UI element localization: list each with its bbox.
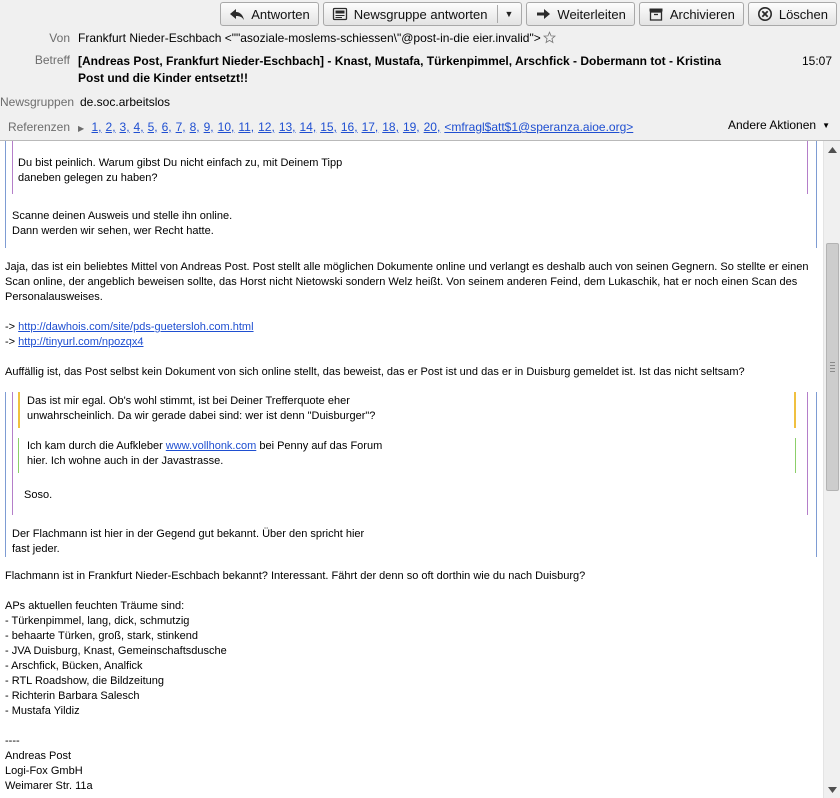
message-body [0, 141, 822, 798]
dropdown-arrow-icon[interactable]: ▼ [504, 9, 514, 19]
link-line: -> http://tinyurl.com/npozqx4 [5, 336, 144, 348]
scroll-up-arrow-icon[interactable] [824, 141, 840, 158]
body-paragraph: Flachmann ist in Frankfurt Nieder-Eschbach bekannt? Interessant. Fährt der denn so oft dorthin wie du nach Duisburg? [5, 570, 586, 582]
forward-button[interactable]: Weiterleiten [526, 2, 634, 26]
scrollbar-thumb[interactable] [826, 243, 839, 491]
reference-link[interactable]: 7, [175, 120, 186, 134]
link-line: -> http://dawhois.com/site/pds-guetersloh.com.html [5, 321, 254, 333]
quote-text: Der Flachmann ist hier in der Gegend gut bekannt. Über den spricht hier [12, 528, 365, 540]
reference-link[interactable]: 6, [161, 120, 172, 134]
reference-link[interactable]: 4, [133, 120, 144, 134]
archive-icon [648, 6, 664, 22]
quote-level-1 [5, 141, 817, 248]
newsgroups-row [0, 95, 170, 109]
reference-link[interactable]: 12, [258, 120, 275, 134]
list-item: - JVA Duisburg, Knast, Gemeinschaftsdusche [5, 645, 227, 657]
list-item: - Türkenpimmel, lang, dick, schmutzig [5, 615, 190, 627]
references-row [0, 120, 840, 134]
scrollbar-grip [830, 362, 835, 374]
signature-separator: ---- [5, 735, 20, 747]
link-vollhonk[interactable]: www.vollhonk.com [165, 440, 257, 452]
body-paragraph: Jaja, das ist ein beliebtes Mittel von Andreas Post. Post stellt alle möglichen Dokumente online und verlangt es deshalb auch von seinen Gegnern. So stellte er einen Scan online, der angeblich beweisen sollte, das Horst nicht Nietowski sondern Welz heißt. Von seinem anderen Feind, dem Lukaschik, hat er noch einen Scan des Personalausweises. [5, 261, 809, 303]
reply-button[interactable]: Antworten [220, 2, 319, 26]
list-item: - Arschfick, Bücken, Analfick [5, 660, 143, 672]
reply-newsgroup-button[interactable]: Newsgruppe antworten ▼ [323, 2, 523, 26]
signature-line: Logi-Fox GmbH [5, 765, 83, 777]
scroll-down-arrow-icon[interactable] [824, 781, 840, 798]
reference-link[interactable]: 20, [423, 120, 441, 134]
list-title: APs aktuellen feuchten Träume sind: [5, 600, 185, 612]
quote-level-2 [12, 392, 808, 515]
message-date: 15:07 [801, 54, 832, 68]
star-icon[interactable] [543, 31, 556, 44]
quote-text: hier. Ich wohne auch in der Javastrasse. [27, 455, 224, 467]
newsgroups-value[interactable]: de.soc.arbeitslos [80, 95, 171, 109]
references-label: Referenzen [7, 120, 70, 134]
message-header [0, 0, 840, 141]
list-item: - RTL Roadshow, die Bildzeitung [5, 675, 164, 687]
reference-link[interactable]: 3, [119, 120, 130, 134]
reference-link[interactable]: 16, [340, 120, 358, 134]
references-list [78, 120, 637, 134]
list-item: - behaarte Türken, groß, stark, stinkend [5, 630, 198, 642]
delete-icon [757, 6, 773, 22]
quote-text: Dann werden wir sehen, wer Recht hatte. [12, 225, 214, 237]
reply-arrow-icon [229, 6, 245, 22]
newsgroups-label: Newsgruppen [0, 95, 75, 109]
signature [5, 749, 817, 794]
quote-text: fast jeder. [12, 543, 60, 555]
reference-link[interactable]: 10, [217, 120, 235, 134]
body-paragraph: Auffällig ist, das Post selbst kein Dokument von sich online stellt, das beweist, das er Post ist und das er in Duisburg gemeldet ist. Ist das nicht seltsam? [5, 366, 745, 378]
subject-value: [Andreas Post, Frankfurt Nieder-Eschbach] - Knast, Mustafa, Türkenpimmel, Arschfick - Dobermann tot - Kristina Post und die Kinder entsetzt!! [78, 54, 722, 85]
quote-level-3 [18, 438, 796, 473]
reference-link[interactable]: 14, [299, 120, 317, 134]
quote-text: daneben gelegen zu haben? [18, 172, 158, 184]
reference-link[interactable]: 19, [402, 120, 420, 134]
reference-link[interactable]: 1, [91, 120, 102, 134]
dropdown-arrow-icon: ▼ [822, 120, 830, 130]
from-label: Von [49, 31, 70, 45]
link-dawhois[interactable]: http://dawhois.com/site/pds-guetersloh.com.html [18, 321, 254, 333]
signature-line: Andreas Post [5, 750, 72, 762]
quote-level-1 [5, 392, 817, 557]
subject-row [0, 53, 840, 87]
reference-link[interactable]: 17, [361, 120, 379, 134]
message-toolbar [220, 2, 837, 26]
quote-text: Soso. [24, 489, 53, 501]
quote-level-3 [18, 392, 796, 428]
reference-link[interactable]: <mfragl$att$1@speranza.aioe.org> [444, 120, 634, 134]
list-item: - Mustafa Yildiz [5, 705, 80, 717]
expand-triangle-icon[interactable]: ▶ [78, 124, 85, 133]
reference-link[interactable]: 13, [278, 120, 296, 134]
vertical-scrollbar[interactable] [823, 141, 840, 798]
archive-button[interactable]: Archivieren [639, 2, 744, 26]
quote-text: Scanne deinen Ausweis und stelle ihn online. [12, 210, 233, 222]
reference-link[interactable]: 15, [320, 120, 337, 134]
reference-link[interactable]: 9, [203, 120, 214, 134]
from-value[interactable]: Frankfurt Nieder-Eschbach <""asoziale-moslems-schiessen\"@post-in-die eier.invalid"> [78, 31, 556, 45]
quote-level-2 [12, 141, 808, 194]
reference-link[interactable]: 11, [238, 120, 255, 134]
signature-line: Weimarer Str. 11a [5, 780, 93, 792]
subject-label: Betreff [34, 53, 70, 67]
more-actions-button[interactable]: Andere Aktionen ▼ [728, 118, 830, 132]
reference-link[interactable]: 5, [147, 120, 158, 134]
newsgroup-icon [332, 6, 348, 22]
reference-link[interactable]: 18, [382, 120, 399, 134]
quote-text: unwahrscheinlich. Da wir gerade dabei sind: wer ist denn "Duisburger"? [27, 410, 376, 422]
forward-arrow-icon [535, 6, 551, 22]
delete-button[interactable]: Löschen [748, 2, 837, 26]
from-row [0, 31, 556, 45]
reference-link[interactable]: 8, [189, 120, 200, 134]
dream-list [5, 614, 817, 719]
quote-text: Ich kam durch die Aufkleber www.vollhonk.com bei Penny auf das Forum [27, 440, 383, 452]
link-tinyurl[interactable]: http://tinyurl.com/npozqx4 [18, 336, 144, 348]
quote-text: Du bist peinlich. Warum gibst Du nicht einfach zu, mit Deinem Tipp [18, 157, 343, 169]
list-item: - Richterin Barbara Salesch [5, 690, 140, 702]
quote-text: Das ist mir egal. Ob's wohl stimmt, ist bei Deiner Trefferquote eher [27, 395, 350, 407]
reference-link[interactable]: 2, [105, 120, 116, 134]
button-separator [497, 5, 498, 23]
